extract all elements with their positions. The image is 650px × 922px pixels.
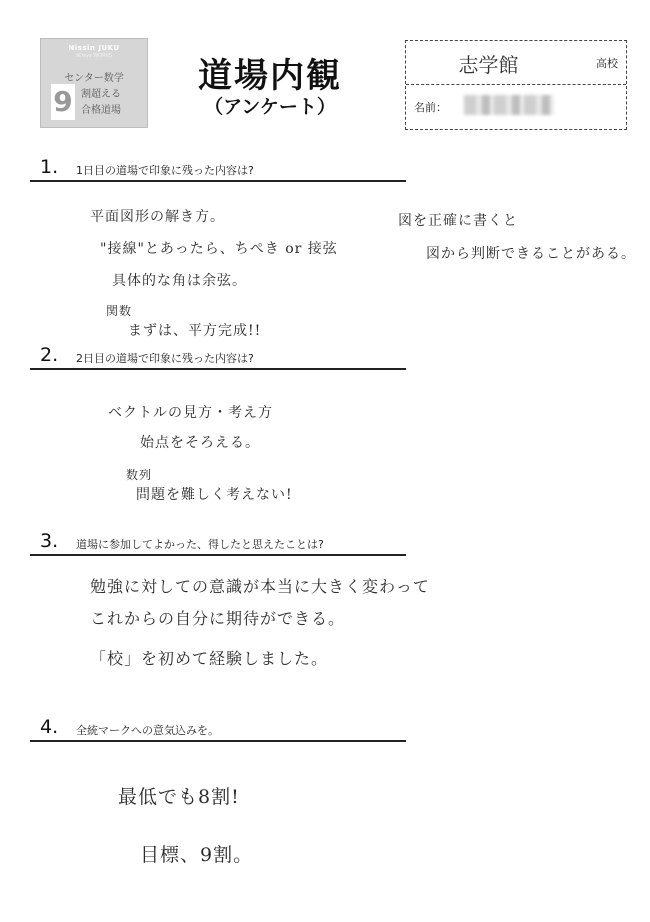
answer-line: 「校」を初めて経験しました。 bbox=[90, 649, 329, 668]
question-1 bbox=[30, 156, 406, 182]
question-text: 1日目の道場で印象に残った内容は? bbox=[76, 164, 254, 177]
question-4 bbox=[30, 716, 406, 742]
logo-number: 9 bbox=[51, 84, 75, 120]
question-text: 全統マークへの意気込みを。 bbox=[76, 724, 219, 737]
info-divider bbox=[406, 84, 626, 85]
logo bbox=[40, 38, 148, 128]
logo-line2: 割超える bbox=[81, 89, 121, 100]
answer-line: "接線"とあったら、ちぺき or 接弦 bbox=[100, 241, 338, 257]
question-number: 3. bbox=[40, 530, 59, 552]
answer-line: 始点をそろえる。 bbox=[140, 435, 260, 451]
name-redacted bbox=[464, 95, 554, 115]
logo-line3: 合格道場 bbox=[81, 105, 121, 116]
answer-line: これからの自分に期待ができる。 bbox=[90, 609, 346, 628]
question-3 bbox=[30, 530, 406, 556]
answer-line: 目標、9割。 bbox=[140, 844, 254, 866]
info-box bbox=[405, 40, 627, 130]
page-title: 道場内観 bbox=[198, 56, 342, 96]
side-note: 図から判断できることがある。 bbox=[426, 246, 636, 262]
question-number: 2. bbox=[40, 344, 59, 366]
page-subtitle: （アンケート） bbox=[204, 96, 336, 118]
answer-line: 数列 bbox=[126, 468, 153, 482]
answer-line: 最低でも8割! bbox=[118, 786, 240, 808]
question-number: 1. bbox=[40, 156, 59, 178]
name-label: 名前： bbox=[414, 101, 447, 114]
logo-brand: Nissin JUKU bbox=[68, 44, 120, 52]
answer-line: ベクトルの見方・考え方 bbox=[108, 405, 273, 421]
answer-line: 平面図形の解き方。 bbox=[90, 209, 225, 225]
answer-line: 関数 bbox=[106, 304, 133, 318]
school-suffix: 高校 bbox=[596, 57, 618, 70]
answer-line: 勉強に対しての意識が本当に大きく変わって bbox=[90, 577, 430, 596]
question-text: 2日目の道場で印象に残った内容は? bbox=[76, 352, 254, 365]
answer-line: まずは、平方完成!! bbox=[128, 323, 262, 339]
logo-line1: センター数学 bbox=[64, 73, 124, 84]
logo-brand-sub: 9Days WORKS bbox=[75, 53, 113, 59]
answer-line: 問題を難しく考えない! bbox=[136, 487, 293, 503]
question-text: 道場に参加してよかった、得したと思えたことは? bbox=[76, 538, 324, 551]
side-note: 図を正確に書くと bbox=[398, 213, 518, 229]
school-value: 志学館 bbox=[458, 53, 519, 77]
answer-line: 具体的な角は余弦。 bbox=[112, 273, 247, 289]
question-number: 4. bbox=[40, 716, 59, 738]
question-2 bbox=[30, 344, 406, 370]
